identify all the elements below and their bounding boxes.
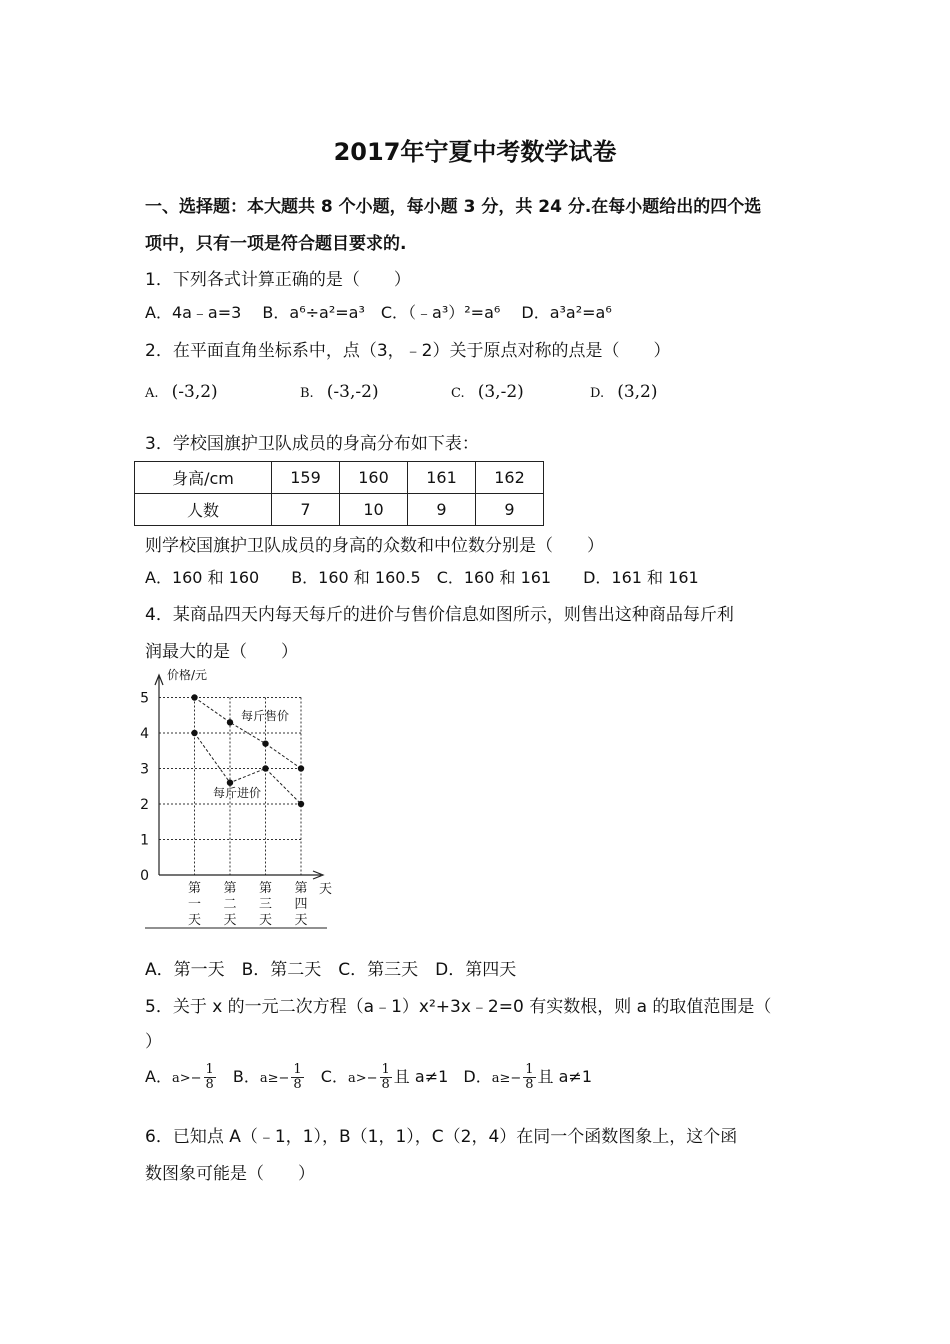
q2-option-b <box>300 382 379 402</box>
data-point <box>227 719 233 725</box>
table-cell: 身高/cm <box>135 462 272 494</box>
table-cell: 162 <box>476 462 544 494</box>
q2-a-label: A. <box>145 386 159 401</box>
q3-stem: 3．学校国旗护卫队成员的身高分布如下表： <box>145 434 479 454</box>
q6-stem-line2: 数图象可能是（ ） <box>145 1164 315 1184</box>
q5-options <box>145 1063 592 1092</box>
y-tick-label: 3 <box>140 761 149 778</box>
series-label-buy: 每斤进价 <box>213 786 262 800</box>
q2-option-c <box>451 382 524 402</box>
data-point <box>298 765 304 771</box>
data-point <box>298 801 304 807</box>
q5-c-label: C． <box>320 1067 348 1086</box>
table-cell: 人数 <box>135 494 272 526</box>
table-cell: 160 <box>340 462 408 494</box>
chart-labels <box>140 667 332 928</box>
q5-d-label: D． <box>463 1067 492 1086</box>
q5-d-expr: a≥− <box>491 1071 522 1086</box>
x-tick-label: 天 <box>223 913 237 928</box>
x-tick-label: 第 <box>187 881 202 896</box>
table-cell: 9 <box>408 494 476 526</box>
q2-a-value: (-3,2) <box>171 382 218 402</box>
q2-c-value: (3,-2) <box>477 382 524 402</box>
x-tick-label: 天 <box>187 913 202 928</box>
x-axis-label: 天 <box>319 882 333 897</box>
fraction: $\frac{1}{8}$ <box>381 1062 390 1092</box>
y-axis-label: 价格/元 <box>167 668 208 682</box>
x-tick-label: 二 <box>223 897 237 912</box>
x-tick-label: 天 <box>294 913 308 928</box>
q2-stem: 2．在平面直角坐标系中，点（3，﹣2）关于原点对称的点是（ ） <box>145 341 671 361</box>
data-point <box>191 694 197 700</box>
q5-b-label: B． <box>232 1067 260 1086</box>
x-tick-label: 第 <box>223 881 237 896</box>
x-tick-label: 四 <box>294 897 308 912</box>
table-cell: 161 <box>408 462 476 494</box>
table-cell: 10 <box>340 494 408 526</box>
y-tick-label: 1 <box>140 832 149 849</box>
q5-a-expr: a>− <box>171 1071 202 1086</box>
q5-d-suffix: 且 a≠1 <box>537 1067 593 1086</box>
q4-stem-line1: 4．某商品四天内每天每斤的进价与售价信息如图所示，则售出这种商品每斤利 <box>145 605 734 625</box>
x-tick-label: 三 <box>258 897 273 912</box>
q4-options: A．第一天 B．第二天 C．第三天 D．第四天 <box>145 960 517 980</box>
q6-stem-line1: 6．已知点 A（﹣1，1），B（1，1），C（2，4）在同一个函数图象上，这个函 <box>145 1127 738 1147</box>
height-table <box>134 461 544 526</box>
table-cell: 159 <box>272 462 340 494</box>
page-title: 2017年宁夏中考数学试卷 <box>333 138 617 166</box>
y-tick-label: 5 <box>140 690 149 707</box>
q3-question: 则学校国旗护卫队成员的身高的众数和中位数分别是（ ） <box>145 536 604 556</box>
q5-stem-line1: 5．关于 x 的一元二次方程（a﹣1）x²+3x﹣2=0 有实数根，则 a 的取值范围是（ <box>145 997 772 1017</box>
q2-d-label: D. <box>590 386 605 401</box>
table-row <box>135 462 544 494</box>
section-heading-line1: 一、选择题：本大题共 8 个小题，每小题 3 分，共 24 分.在每小题给出的四个选 <box>145 197 762 217</box>
fraction: $\frac{1}{8}$ <box>525 1062 534 1092</box>
q2-option-d <box>590 382 658 402</box>
q3-options: A．160 和 160 B．160 和 160.5 C．160 和 161 D．161 和 161 <box>145 568 699 587</box>
q1-options: A．4a﹣a=3 B．a⁶÷a²=a³ C．（﹣a³）²=a⁶ D．a³a²=a⁶ <box>145 303 612 322</box>
data-point <box>262 765 268 771</box>
q5-c-expr: a>− <box>347 1071 378 1086</box>
q5-b-expr: a≥− <box>259 1071 290 1086</box>
data-point <box>191 730 197 736</box>
q2-b-value: (-3,-2) <box>326 382 379 402</box>
q2-c-label: C. <box>451 386 465 401</box>
q5-stem-line2: ） <box>145 1032 162 1052</box>
data-point <box>227 780 233 786</box>
x-tick-label: 第 <box>294 881 308 896</box>
x-tick-label: 第 <box>258 881 273 896</box>
q1-stem: 1．下列各式计算正确的是（ ） <box>145 270 411 290</box>
section-heading-line2: 项中，只有一项是符合题目要求的. <box>145 234 407 254</box>
y-tick-label: 2 <box>140 797 149 813</box>
x-tick-label: 天 <box>258 913 273 928</box>
q2-option-a <box>145 382 218 402</box>
q5-a-label: A． <box>145 1067 172 1086</box>
fraction: $\frac{1}{8}$ <box>205 1062 214 1092</box>
fraction: $\frac{1}{8}$ <box>293 1062 302 1092</box>
q5-c-suffix: 且 a≠1 <box>393 1067 449 1086</box>
y-tick-label: 4 <box>140 726 149 742</box>
q4-stem-line2: 润最大的是（ ） <box>145 642 298 662</box>
y-tick-label: 0 <box>140 868 149 884</box>
table-row <box>135 494 544 526</box>
q2-b-label: B. <box>300 386 314 401</box>
table-cell: 9 <box>476 494 544 526</box>
series-label-sell: 每斤售价 <box>241 709 290 723</box>
data-point <box>262 740 268 746</box>
q2-d-value: (3,2) <box>617 382 658 402</box>
x-tick-label: 一 <box>187 897 202 912</box>
price-line-chart <box>135 665 335 930</box>
table-cell: 7 <box>272 494 340 526</box>
